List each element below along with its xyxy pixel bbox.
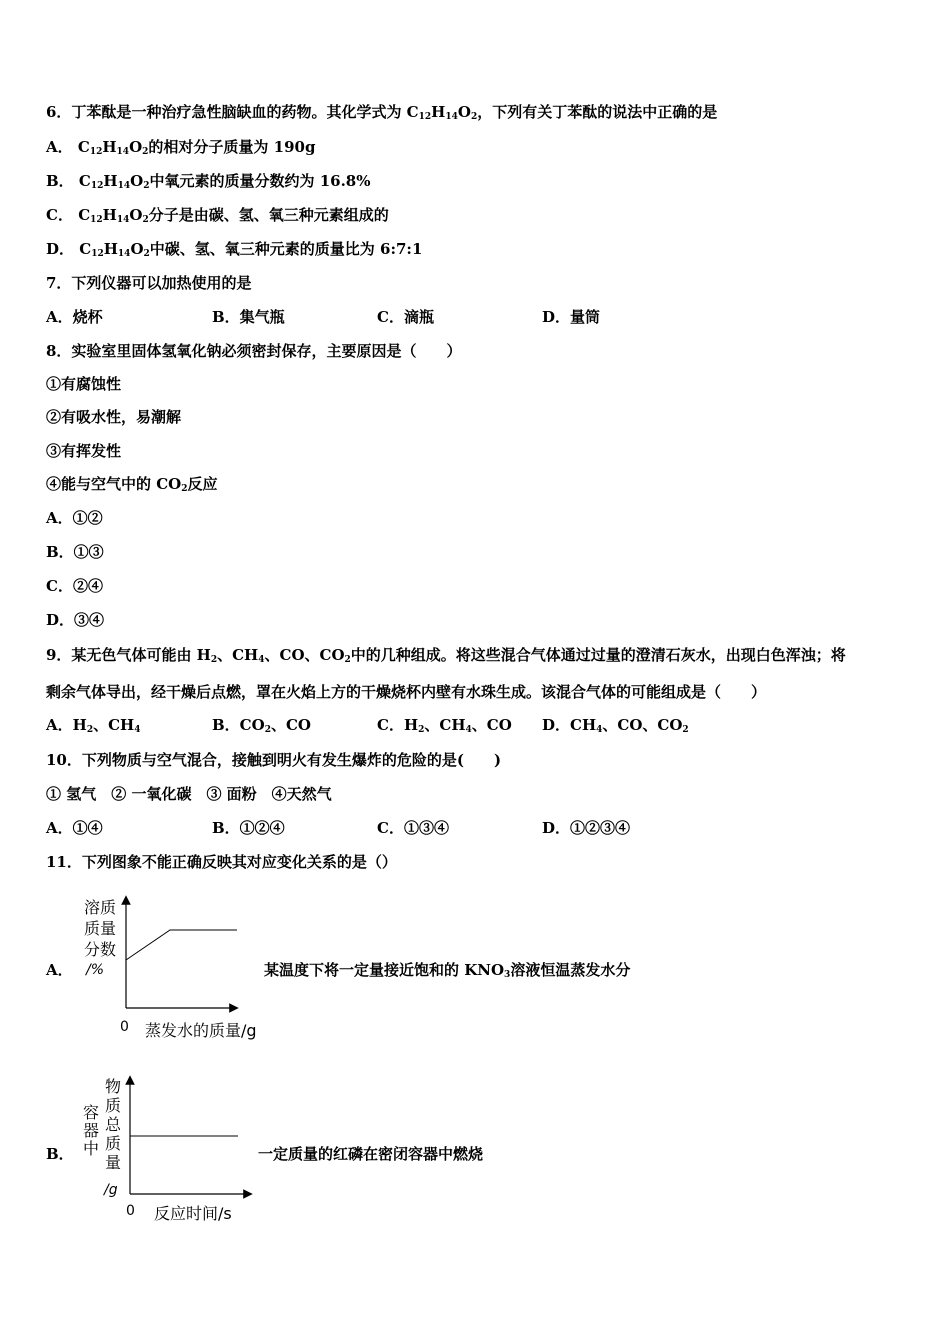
q8-item-4: ④能与空气中的 $CO_2$反应: [46, 475, 218, 494]
q6-option-a: A． $C_{12}H_{14}O_2$的相对分子质量为 190g: [46, 138, 316, 157]
q6-stem: 6．丁苯酞是一种治疗急性脑缺血的药物。其化学式为 $C_{12}H_{14}O_2$，下列有关丁苯酞的说法中正确的是: [46, 103, 718, 122]
q9-option-a: A．$H_2$、$CH_4$: [46, 716, 141, 735]
q11-stem: 11．下列图象不能正确反映其对应变化关系的是（）: [46, 853, 397, 871]
q7-stem: 7．下列仪器可以加热使用的是: [46, 274, 252, 292]
q11-chart-b-label: B．: [46, 1145, 74, 1163]
q10-option-d: D．①②③④: [542, 819, 631, 837]
chart-b-xlabel: 反应时间/s: [154, 1204, 232, 1223]
q8-stem: 8．实验室里固体氢氧化钠必须密封保存，主要原因是（ ）: [46, 342, 462, 360]
q8-item-1: ①有腐蚀性: [46, 375, 122, 393]
chart-b-description: 一定质量的红磷在密闭容器中燃烧: [258, 1145, 484, 1163]
q6-option-b: B． $C_{12}H_{14}O_2$中氧元素的质量分数约为 16.8%: [46, 172, 371, 191]
q8-option-b: B．①③: [46, 543, 104, 561]
chart-b-ylabel-col1: 容 器 中: [82, 1103, 99, 1158]
q10-option-c: C．①③④: [377, 819, 449, 837]
q10-option-b: B．①②④: [212, 819, 285, 837]
q8-option-a: A．①②: [46, 509, 103, 527]
q8-option-c: C．②④: [46, 577, 103, 595]
chart-b-ylabel-col2: 物 质 总 质 量: [104, 1077, 121, 1172]
q9-option-c: C．$H_2$、$CH_4$、CO: [377, 716, 512, 735]
q9-stem-line1: 9．某无色气体可能由 $H_2$、$CH_4$、CO、$CO_2$中的几种组成。将这些混合气体通过过量的澄清石灰水，出现白色浑浊；将: [46, 646, 846, 665]
q6-option-c: C． $C_{12}H_{14}O_2$分子是由碳、氢、氧三种元素组成的: [46, 206, 389, 225]
chart-b-origin: 0: [126, 1203, 135, 1219]
q10-stem: 10．下列物质与空气混合，接触到明火有发生爆炸的危险的是( ): [46, 751, 502, 769]
q7-option-d: D．量筒: [542, 308, 601, 326]
q7-option-c: C．滴瓶: [377, 308, 434, 326]
q9-option-d: D．$CH_4$、CO、$CO_2$: [542, 716, 689, 735]
q9-stem-line2: 剩余气体导出，经干燥后点燃，罩在火焰上方的干燥烧杯内壁有水珠生成。该混合气体的可能组成是（ ）: [46, 683, 767, 701]
chart-a-ylabel: 溶质 质量 分数 /%: [84, 898, 117, 978]
q7-option-a: A．烧杯: [46, 308, 103, 326]
chart-a-origin: 0: [120, 1019, 129, 1035]
chart-b-yunit: /g: [104, 1182, 118, 1198]
chart-a-xlabel: 蒸发水的质量/g: [145, 1021, 257, 1040]
chart-a-description: 某温度下将一定量接近饱和的 $KNO_3$溶液恒温蒸发水分: [264, 961, 631, 980]
q10-option-a: A．①④: [46, 819, 103, 837]
q10-items: ① 氢气 ② 一氧化碳 ③ 面粉 ④天然气: [46, 785, 332, 803]
q8-item-2: ②有吸水性，易潮解: [46, 408, 182, 426]
q8-option-d: D．③④: [46, 611, 105, 629]
q9-option-b: B．$CO_2$、CO: [212, 716, 311, 735]
q8-item-3: ③有挥发性: [46, 442, 122, 460]
q11-chart-a-label: A．: [46, 961, 73, 979]
q7-option-b: B．集气瓶: [212, 308, 285, 326]
q6-option-d: D． $C_{12}H_{14}O_2$中碳、氢、氧三种元素的质量比为 6:7:1: [46, 240, 423, 259]
